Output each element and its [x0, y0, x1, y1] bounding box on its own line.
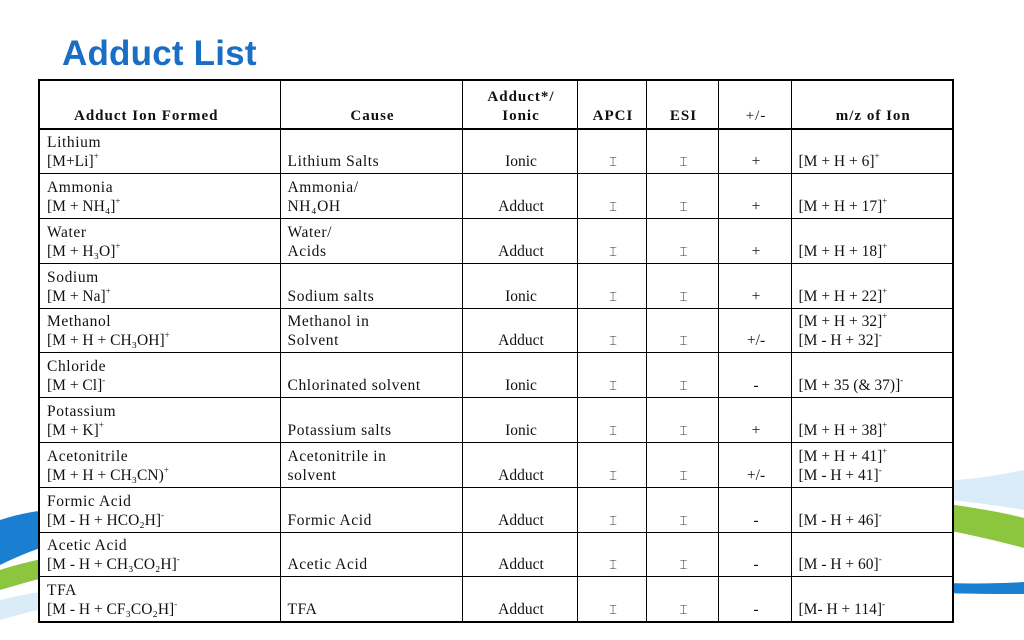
mz-line2-text: [M - H + 60]	[798, 556, 879, 574]
adduct-formula	[47, 466, 276, 485]
table-row	[39, 263, 953, 308]
mz-line1-charge: +	[882, 445, 888, 456]
table-header-row	[39, 80, 953, 129]
mz-line2-charge: +	[882, 420, 888, 431]
adduct-table	[38, 79, 954, 623]
adduct-name: Formic Acid	[47, 492, 132, 510]
mz-line1-text: [M + H + 32]	[798, 313, 883, 331]
mz-line2-text: [M - H + 41]	[798, 466, 879, 484]
cell-apci-mark: ⌶	[577, 487, 646, 532]
cell-polarity: +	[718, 129, 791, 174]
cell-adduct-ion	[39, 577, 280, 622]
mz-line2-text: [M + 35 (& 37)]	[798, 377, 901, 395]
cell-adduct-type: Ionic	[462, 129, 577, 174]
cell-cause	[280, 129, 462, 174]
cause-line2: Chlorinated solvent	[287, 377, 421, 395]
table-row	[39, 532, 953, 577]
cell-cause	[280, 263, 462, 308]
cause-line1: Methanol in	[287, 313, 370, 331]
table-row	[39, 487, 953, 532]
table-row	[39, 129, 953, 174]
adduct-formula-charge: -	[102, 375, 106, 386]
cell-adduct-ion	[39, 487, 280, 532]
mz-line2	[799, 152, 949, 171]
cause-line2: Acetic Acid	[287, 556, 368, 574]
cell-esi-mark: ⌶	[646, 353, 718, 398]
adduct-formula-charge: +	[164, 330, 170, 341]
table-row	[39, 398, 953, 443]
mz-line2	[799, 376, 949, 395]
adduct-formula	[47, 511, 276, 530]
mz-line1-charge: +	[882, 311, 888, 322]
cell-apci-mark: ⌶	[577, 308, 646, 353]
adduct-formula	[47, 242, 276, 261]
adduct-formula-text: [M + H + CH₃OH]	[47, 332, 165, 350]
cell-mz	[791, 532, 953, 577]
cell-adduct-type: Adduct	[462, 487, 577, 532]
mz-line1-text: [M + H + 41]	[798, 447, 883, 465]
cell-esi-mark: ⌶	[646, 219, 718, 264]
mz-line2	[799, 511, 949, 530]
cause-line1: Ammonia/	[287, 179, 359, 197]
cell-adduct-type: Adduct	[462, 532, 577, 577]
cell-mz	[791, 129, 953, 174]
cell-polarity: +	[718, 174, 791, 219]
mz-line2	[799, 287, 949, 306]
adduct-formula-text: [M+Li]	[47, 153, 94, 171]
cell-adduct-type: Adduct	[462, 443, 577, 488]
adduct-name: Acetonitrile	[47, 447, 129, 465]
cell-esi-mark: ⌶	[646, 487, 718, 532]
mz-line2-text: [M + H + 18]	[798, 242, 883, 260]
mz-line2	[799, 466, 949, 485]
mz-line2-charge: -	[878, 509, 882, 520]
cell-cause	[280, 577, 462, 622]
adduct-formula-text: [M + Na]	[47, 287, 106, 305]
header-adduct-ion: Adduct Ion Formed	[39, 80, 280, 129]
mz-line2	[799, 421, 949, 440]
cell-mz	[791, 577, 953, 622]
cell-adduct-type: Ionic	[462, 398, 577, 443]
cause-line2: NH₄OH	[287, 198, 341, 216]
cell-esi-mark: ⌶	[646, 398, 718, 443]
adduct-formula	[47, 376, 276, 395]
cause-line2: Lithium Salts	[287, 153, 380, 171]
cause-line2: Potassium salts	[287, 422, 392, 440]
adduct-formula-charge: +	[93, 151, 99, 162]
adduct-formula	[47, 197, 276, 216]
cell-cause	[280, 398, 462, 443]
mz-line2-text: [M- H + 114]	[798, 600, 883, 618]
cell-apci-mark: ⌶	[577, 174, 646, 219]
cell-adduct-type: Adduct	[462, 577, 577, 622]
cell-adduct-ion	[39, 263, 280, 308]
cell-polarity: -	[718, 577, 791, 622]
header-apci: APCI	[577, 80, 646, 129]
adduct-formula-text: [M + Cl]	[47, 377, 103, 395]
table-row	[39, 577, 953, 622]
adduct-name: Potassium	[47, 403, 117, 421]
cause-line2: Sodium salts	[287, 287, 375, 305]
adduct-formula-charge: +	[115, 240, 121, 251]
cell-esi-mark: ⌶	[646, 308, 718, 353]
cell-polarity: +	[718, 219, 791, 264]
mz-line2-charge: -	[882, 598, 886, 609]
adduct-formula-charge: -	[176, 554, 180, 565]
adduct-name: Lithium	[47, 134, 102, 152]
cell-polarity: -	[718, 353, 791, 398]
cell-polarity: +	[718, 263, 791, 308]
mz-line2-text: [M + H + 38]	[798, 422, 883, 440]
adduct-formula-text: [M - H + CH₃CO₂H]	[47, 556, 177, 574]
cell-apci-mark: ⌶	[577, 398, 646, 443]
adduct-table-body	[39, 129, 953, 622]
cell-adduct-type: Adduct	[462, 219, 577, 264]
cell-adduct-type: Ionic	[462, 353, 577, 398]
page-title: Adduct List	[62, 34, 257, 73]
cell-cause	[280, 353, 462, 398]
cell-cause	[280, 308, 462, 353]
header-adduct-ionic-line1: Adduct*/	[487, 89, 555, 105]
adduct-formula-charge: +	[163, 464, 169, 475]
mz-line2-charge: +	[882, 240, 888, 251]
mz-line2-charge: -	[878, 554, 882, 565]
header-mz: m/z of Ion	[791, 80, 953, 129]
cell-polarity: +/-	[718, 443, 791, 488]
cell-mz	[791, 487, 953, 532]
mz-line1	[799, 447, 949, 466]
table-row	[39, 353, 953, 398]
cell-polarity: +	[718, 398, 791, 443]
adduct-formula-charge: +	[98, 420, 104, 431]
cell-polarity: -	[718, 532, 791, 577]
adduct-formula-text: [M - H + CF₃CO₂H]	[47, 600, 175, 618]
mz-line2	[799, 555, 949, 574]
adduct-formula-charge: -	[174, 598, 178, 609]
cell-esi-mark: ⌶	[646, 174, 718, 219]
mz-line2-charge: -	[878, 464, 882, 475]
cell-adduct-ion	[39, 532, 280, 577]
cause-line2: solvent	[287, 466, 337, 484]
mz-line2-charge: -	[878, 330, 882, 341]
mz-line2-charge: -	[900, 375, 904, 386]
cell-polarity: -	[718, 487, 791, 532]
adduct-name: Chloride	[47, 358, 107, 376]
table-row	[39, 174, 953, 219]
cell-cause	[280, 532, 462, 577]
cell-esi-mark: ⌶	[646, 532, 718, 577]
cause-line2: Solvent	[287, 332, 340, 350]
adduct-formula-charge: +	[105, 285, 111, 296]
cell-mz	[791, 398, 953, 443]
cell-mz	[791, 263, 953, 308]
cell-polarity: +/-	[718, 308, 791, 353]
adduct-name: Water	[47, 223, 87, 241]
cell-adduct-ion	[39, 174, 280, 219]
cell-adduct-type: Adduct	[462, 308, 577, 353]
adduct-formula-text: [M + H + CH₃CN)	[47, 466, 164, 484]
adduct-formula-charge: -	[161, 509, 165, 520]
cell-cause	[280, 174, 462, 219]
adduct-name: Ammonia	[47, 179, 114, 197]
adduct-formula-text: [M - H + HCO₂H]	[47, 511, 162, 529]
cell-adduct-type: Ionic	[462, 263, 577, 308]
cell-esi-mark: ⌶	[646, 129, 718, 174]
cause-line2: Acids	[287, 242, 327, 260]
cell-apci-mark: ⌶	[577, 353, 646, 398]
adduct-formula	[47, 421, 276, 440]
cell-mz	[791, 308, 953, 353]
cell-mz	[791, 443, 953, 488]
header-polarity: +/-	[718, 80, 791, 129]
adduct-formula-text: [M + H₃O]	[47, 242, 116, 260]
cell-cause	[280, 443, 462, 488]
cell-apci-mark: ⌶	[577, 129, 646, 174]
header-adduct-ionic	[462, 80, 577, 129]
table-row	[39, 219, 953, 264]
cell-apci-mark: ⌶	[577, 532, 646, 577]
cell-mz	[791, 174, 953, 219]
adduct-name: Acetic Acid	[47, 537, 128, 555]
mz-line2	[799, 600, 949, 619]
header-cause: Cause	[280, 80, 462, 129]
adduct-formula	[47, 287, 276, 306]
adduct-formula	[47, 152, 276, 171]
mz-line2-charge: +	[882, 285, 888, 296]
cell-apci-mark: ⌶	[577, 577, 646, 622]
cell-esi-mark: ⌶	[646, 443, 718, 488]
mz-line1	[799, 312, 949, 331]
cell-adduct-ion	[39, 353, 280, 398]
mz-line2-text: [M - H + 32]	[798, 332, 879, 350]
mz-line2-charge: +	[874, 151, 880, 162]
table-row	[39, 443, 953, 488]
cell-adduct-type: Adduct	[462, 174, 577, 219]
adduct-name: Sodium	[47, 268, 99, 286]
mz-line2	[799, 242, 949, 261]
cell-apci-mark: ⌶	[577, 219, 646, 264]
adduct-formula-text: [M + K]	[47, 422, 99, 440]
cell-cause	[280, 219, 462, 264]
table-row	[39, 308, 953, 353]
adduct-formula	[47, 600, 276, 619]
adduct-formula	[47, 555, 276, 574]
cell-adduct-ion	[39, 308, 280, 353]
adduct-name: Methanol	[47, 313, 112, 331]
cell-adduct-ion	[39, 398, 280, 443]
cell-adduct-ion	[39, 219, 280, 264]
cell-esi-mark: ⌶	[646, 577, 718, 622]
mz-line2-text: [M + H + 17]	[798, 198, 883, 216]
cell-esi-mark: ⌶	[646, 263, 718, 308]
cell-mz	[791, 219, 953, 264]
mz-line2-text: [M - H + 46]	[798, 511, 879, 529]
cause-line2: TFA	[287, 600, 318, 618]
cell-apci-mark: ⌶	[577, 443, 646, 488]
cause-line1: Water/	[287, 223, 333, 241]
header-esi: ESI	[646, 80, 718, 129]
cell-apci-mark: ⌶	[577, 263, 646, 308]
cell-mz	[791, 353, 953, 398]
cell-adduct-ion	[39, 129, 280, 174]
mz-line2-text: [M + H + 22]	[798, 287, 883, 305]
header-adduct-ionic-line2: Ionic	[502, 108, 540, 124]
mz-line2	[799, 331, 949, 350]
cell-adduct-ion	[39, 443, 280, 488]
cause-line1: Acetonitrile in	[287, 447, 387, 465]
adduct-name: TFA	[47, 581, 77, 599]
mz-line2-charge: +	[882, 196, 888, 207]
cause-line2: Formic Acid	[287, 511, 373, 529]
adduct-formula-charge: +	[115, 196, 121, 207]
mz-line2-text: [M + H + 6]	[798, 153, 875, 171]
mz-line2	[799, 197, 949, 216]
cell-cause	[280, 487, 462, 532]
adduct-formula	[47, 331, 276, 350]
adduct-formula-text: [M + NH₄]	[47, 198, 116, 216]
